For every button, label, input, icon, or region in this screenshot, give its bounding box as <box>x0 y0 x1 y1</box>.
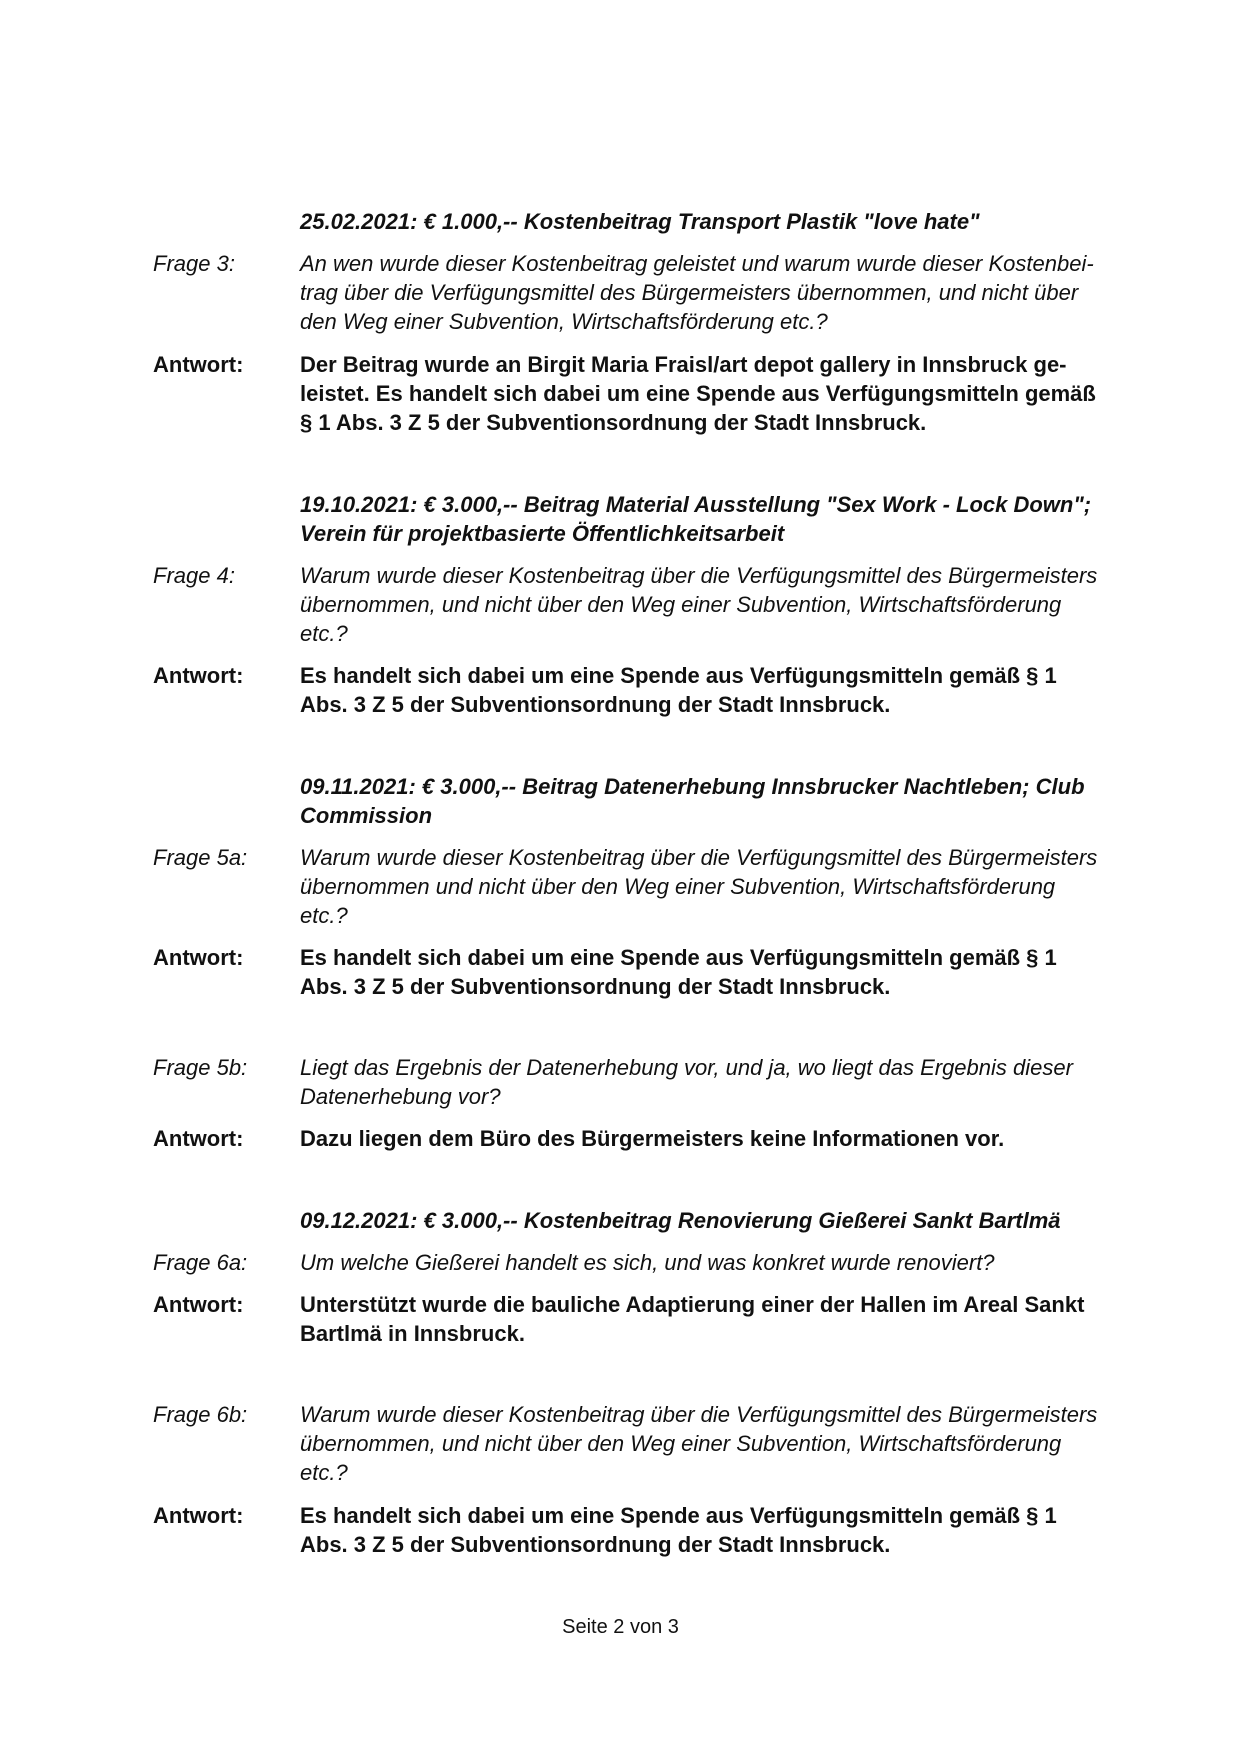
answer-text: Abs. 3 Z 5 der Subventionsordnung der Stadt Innsbruck. <box>300 974 891 999</box>
answer-label: Antwort: <box>153 1126 244 1151</box>
answer-label: Antwort: <box>153 945 244 970</box>
question-label: Frage 5a: <box>153 845 248 870</box>
question-text: etc.? <box>300 621 348 646</box>
question-text: Datenerhebung vor? <box>300 1084 501 1109</box>
question-text: Warum wurde dieser Kostenbeitrag über die Verfügungsmittel des Bürgermeisters <box>300 845 1098 870</box>
answer-text: § 1 Abs. 3 Z 5 der Subventionsordnung der Stadt Innsbruck. <box>300 410 927 435</box>
question-text: etc.? <box>300 1460 348 1485</box>
answer-label: Antwort: <box>153 1503 244 1528</box>
question-label: Frage 4: <box>153 563 235 588</box>
section-heading: Verein für projektbasierte Öffentlichkeitsarbeit <box>300 521 785 546</box>
answer-label: Antwort: <box>153 1292 244 1317</box>
answer-text: Der Beitrag wurde an Birgit Maria Fraisl/art depot gallery in Innsbruck ge- <box>300 352 1067 377</box>
answer-text: Dazu liegen dem Büro des Bürgermeisters keine Informationen vor. <box>300 1126 1005 1151</box>
question-text: übernommen, und nicht über den Weg einer Subvention, Wirtschaftsförderung <box>300 592 1062 617</box>
answer-label: Antwort: <box>153 352 244 377</box>
question-text: Liegt das Ergebnis der Datenerhebung vor, und ja, wo liegt das Ergebnis dieser <box>300 1055 1073 1080</box>
answer-text: Es handelt sich dabei um eine Spende aus Verfügungsmitteln gemäß § 1 <box>300 1503 1057 1528</box>
question-text: Warum wurde dieser Kostenbeitrag über die Verfügungsmittel des Bürgermeisters <box>300 563 1098 588</box>
question-text: Um welche Gießerei handelt es sich, und was konkret wurde renoviert? <box>300 1250 995 1275</box>
answer-label: Antwort: <box>153 663 244 688</box>
answer-text: Abs. 3 Z 5 der Subventionsordnung der Stadt Innsbruck. <box>300 692 891 717</box>
answer-text: Es handelt sich dabei um eine Spende aus Verfügungsmitteln gemäß § 1 <box>300 663 1057 688</box>
section-heading: Commission <box>300 803 433 828</box>
section-heading: 25.02.2021: € 1.000,-- Kostenbeitrag Transport Plastik "love hate" <box>300 209 980 234</box>
answer-text: Abs. 3 Z 5 der Subventionsordnung der Stadt Innsbruck. <box>300 1532 891 1557</box>
question-text: An wen wurde dieser Kostenbeitrag geleistet und warum wurde dieser Kostenbei- <box>300 251 1094 276</box>
answer-text: Bartlmä in Innsbruck. <box>300 1321 525 1346</box>
question-text: übernommen, und nicht über den Weg einer Subvention, Wirtschaftsförderung <box>300 1431 1062 1456</box>
section-heading: 09.12.2021: € 3.000,-- Kostenbeitrag Renovierung Gießerei Sankt Bartlmä <box>300 1208 1061 1233</box>
question-text: den Weg einer Subvention, Wirtschaftsförderung etc.? <box>300 309 828 334</box>
section-heading: 09.11.2021: € 3.000,-- Beitrag Datenerhebung Innsbrucker Nachtleben; Club <box>300 774 1085 799</box>
section-heading: 19.10.2021: € 3.000,-- Beitrag Material Ausstellung "Sex Work - Lock Down"; <box>300 492 1092 517</box>
question-text: Warum wurde dieser Kostenbeitrag über die Verfügungsmittel des Bürgermeisters <box>300 1402 1098 1427</box>
question-label: Frage 5b: <box>153 1055 248 1080</box>
question-text: trag über die Verfügungsmittel des Bürgermeisters übernommen, und nicht über <box>300 280 1079 305</box>
answer-text: Unterstützt wurde die bauliche Adaptierung einer der Hallen im Areal Sankt <box>300 1292 1085 1317</box>
question-text: übernommen und nicht über den Weg einer Subvention, Wirtschaftsförderung <box>300 874 1056 899</box>
question-label: Frage 3: <box>153 251 235 276</box>
question-label: Frage 6b: <box>153 1402 248 1427</box>
answer-text: leistet. Es handelt sich dabei um eine Spende aus Verfügungsmitteln gemäß <box>300 381 1096 406</box>
page-number-footer: Seite 2 von 3 <box>562 1616 679 1638</box>
answer-text: Es handelt sich dabei um eine Spende aus Verfügungsmitteln gemäß § 1 <box>300 945 1057 970</box>
question-text: etc.? <box>300 903 348 928</box>
question-label: Frage 6a: <box>153 1250 248 1275</box>
